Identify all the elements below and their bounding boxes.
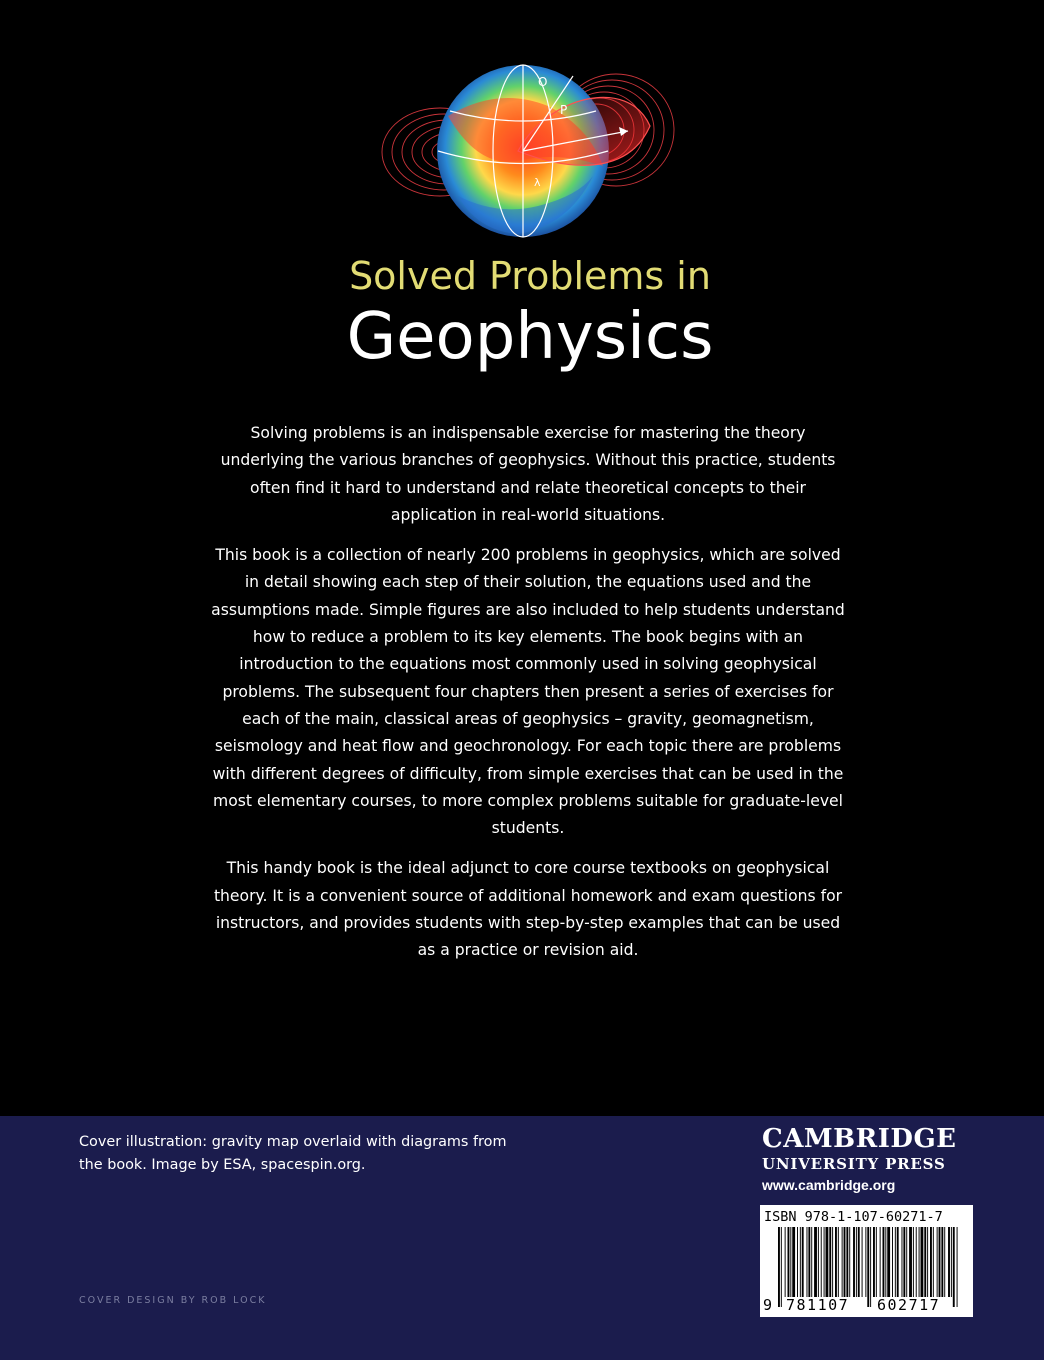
barcode-bar	[937, 1227, 938, 1297]
barcode-bar	[906, 1227, 907, 1297]
barcode-bar	[778, 1227, 780, 1307]
barcode-bar	[818, 1227, 819, 1297]
barcode-bar	[919, 1227, 920, 1297]
barcode-bar	[887, 1227, 890, 1297]
barcode-bar	[832, 1227, 833, 1297]
barcode-bar	[788, 1227, 790, 1297]
barcode-bar	[785, 1227, 786, 1297]
barcode-bar	[865, 1227, 866, 1297]
barcode-bar	[902, 1227, 903, 1297]
description-paragraph-1: Solving problems is an indispensable exercise for mastering the theory underlying the various branches of geophysics. Without this practice, students often find it hard to understand and relate theoretical concepts to their application in real-world situations.	[220, 424, 836, 524]
barcode-bar	[858, 1227, 860, 1297]
barcode-bar	[800, 1227, 801, 1297]
barcode-digits-right: 602717	[877, 1296, 941, 1314]
isbn-label: ISBN 978-1-107-60271-7	[764, 1209, 943, 1225]
description-paragraph-2: This book is a collection of nearly 200 problems in geophysics, which are solved in detail showing each step of their solution, the equations used and the assumptions made. Simple figures are also included to help students understand how to reduce a problem to its key elements. The book begins with an introduction to the equations most commonly used in solving geophysical problems. The subsequent four chapters then present a series of exercises for each of the main, classical areas of geophysics – gravity, geomagnetism, seismology and heat flow and geochronology. For each topic there are problems with different degrees of difficulty, from simple exercises that can be used in the most elementary courses, to more complex problems suitable for graduate-level students.	[211, 546, 845, 838]
barcode-bar	[957, 1227, 958, 1307]
gravity-globe-illustration	[378, 56, 678, 246]
barcode-bar	[814, 1227, 817, 1297]
cover-illustration-credit: Cover illustration: gravity map overlaid with diagrams from the book. Image by ESA, spacespin.org.	[79, 1134, 507, 1173]
barcode-bar	[876, 1227, 877, 1297]
barcode-bar	[941, 1227, 943, 1297]
barcode-bar	[873, 1227, 875, 1297]
barcode-bar	[808, 1227, 810, 1297]
barcode-bar	[835, 1227, 837, 1297]
barcode-bar	[781, 1227, 782, 1307]
barcode-bar	[870, 1227, 871, 1307]
barcode-bar	[862, 1227, 863, 1297]
barcode-bar	[892, 1227, 893, 1297]
barcode-bar	[948, 1227, 950, 1297]
barcode-bar	[939, 1227, 941, 1297]
barcode-bar	[842, 1227, 843, 1297]
barcode-bar	[829, 1227, 831, 1297]
barcode-bar	[913, 1227, 914, 1297]
barcode-bar	[944, 1227, 945, 1297]
barcode-bar	[927, 1227, 928, 1297]
barcode-bar	[885, 1227, 886, 1297]
barcode-bar	[802, 1227, 804, 1297]
isbn-barcode	[760, 1205, 973, 1317]
barcode-bar	[849, 1227, 850, 1297]
barcode-bar	[853, 1227, 855, 1297]
barcode-bar	[897, 1227, 899, 1297]
globe-letter-p: P	[560, 103, 568, 117]
barcode-bar	[953, 1227, 955, 1307]
barcode-bar	[811, 1227, 812, 1297]
barcode-digits-left: 781107	[786, 1296, 850, 1314]
publisher-name: CAMBRIDGE	[762, 1124, 957, 1154]
barcode-bar	[797, 1227, 798, 1297]
publisher-press: UNIVERSITY PRESS	[762, 1155, 946, 1173]
barcode-bar	[846, 1227, 848, 1297]
publisher-block	[762, 1124, 974, 1196]
barcode-bar	[951, 1227, 952, 1297]
globe-letter-lambda: λ	[534, 176, 541, 189]
barcode-bar	[856, 1227, 857, 1297]
barcode-bar	[895, 1227, 896, 1297]
barcode-bar	[824, 1227, 825, 1297]
barcode-bar	[903, 1227, 905, 1297]
barcode-lead-digit: 9	[763, 1296, 773, 1314]
book-description	[208, 420, 848, 978]
globe-svg	[378, 56, 678, 246]
title-main: Geophysics	[346, 300, 714, 374]
barcode-bar	[838, 1227, 839, 1297]
barcode-bar	[821, 1227, 822, 1297]
barcode-bar	[790, 1227, 791, 1297]
barcode-bar	[930, 1227, 932, 1297]
barcode-bar	[826, 1227, 829, 1297]
barcode-bar	[883, 1227, 885, 1297]
barcode-bar	[844, 1227, 846, 1297]
barcode-bar	[880, 1227, 881, 1297]
barcode-bar	[933, 1227, 934, 1297]
cover-design-credit: COVER DESIGN BY ROB LOCK	[79, 1295, 267, 1306]
title-subtitle: Solved Problems in	[349, 254, 711, 298]
barcode-bar	[867, 1227, 869, 1307]
barcode-bar	[807, 1227, 808, 1297]
barcode-bar	[909, 1227, 912, 1297]
barcode-bar	[792, 1227, 795, 1297]
description-paragraph-3: This handy book is the ideal adjunct to core course textbooks on geophysical theory. It is a convenient source of additional homework and exam questions for instructors, and provides students with step-by-step examples that can be used as a practice or revision aid.	[213, 859, 843, 960]
barcode-bar	[921, 1227, 924, 1297]
publisher-website: www.cambridge.org	[762, 1177, 896, 1193]
barcode-bar	[916, 1227, 917, 1297]
barcode-bar	[924, 1227, 926, 1297]
globe-letter-o: O	[538, 75, 548, 89]
